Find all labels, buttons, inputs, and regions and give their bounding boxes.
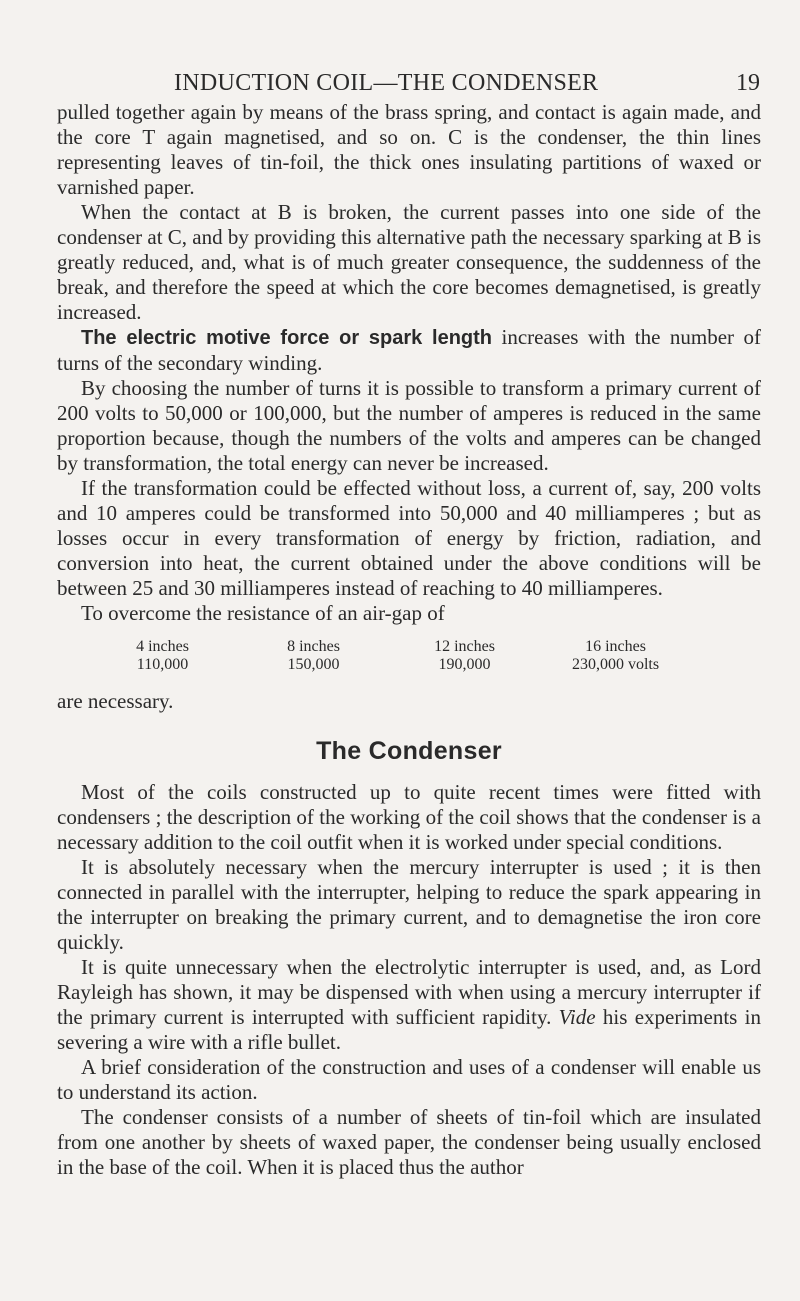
paragraph-text: his experiments in severing a wire with a rifle bullet. xyxy=(57,1005,761,1054)
paragraph: are necessary. xyxy=(57,689,174,713)
table-cell: 190,000 xyxy=(438,656,491,673)
bold-lead-text: The electric motive force or spark length xyxy=(81,327,493,349)
paragraph: The condenser consists of a number of sheets of tin-foil which are insulated from one another by sheets of waxed paper, the condenser being usually enclosed in the base of the coil. When it is placed thus the author xyxy=(57,1105,761,1179)
running-title: INDUCTION COIL—THE CONDENSER xyxy=(174,70,599,96)
table-cell: 110,000 xyxy=(136,656,189,673)
paragraph: Most of the coils constructed up to quite recent times were fitted with condensers ; the description of the working of the coil shows that the condenser is a necessary addition to the coil outfit when it is worked under special conditions. xyxy=(57,780,761,854)
table-cell: 16 inches xyxy=(585,638,646,655)
table-cell: 12 inches xyxy=(434,638,495,655)
voltage-table xyxy=(87,638,691,674)
page-header xyxy=(0,68,800,98)
paragraph: When the contact at B is broken, the current passes into one side of the condenser at C, and by providing this alternative path the necessary sparking at B is greatly reduced, and, what is of much greater consequence, the suddenness of the break, and therefore the speed at which the core becomes demagnetised, is greatly increased. xyxy=(57,200,761,324)
paragraph: It is absolutely necessary when the mercury interrupter is used ; it is then connected in parallel with the interrupter, helping to reduce the spark appearing in the interrupter on breaking the primary current, and to demagnetise the iron core quickly. xyxy=(57,855,761,954)
paragraph: By choosing the number of turns it is possible to transform a primary current of 200 volts to 50,000 or 100,000, but the number of amperes is reduced in the same proportion because, though the numbers of the volts and amperes can be changed by transformation, the total energy can never be increased. xyxy=(57,376,761,475)
section-heading: The Condenser xyxy=(316,737,502,765)
table-row xyxy=(87,638,691,656)
italic-text: Vide xyxy=(558,1005,596,1029)
paragraph-text: It is quite unnecessary when the electrolytic interrupter is used, and, as Lord Rayleigh has shown, it may be dispensed with when using a mercury interrupter if the primary current is interrupted with sufficient rapidity. xyxy=(57,955,761,1029)
page-number: 19 xyxy=(736,70,760,96)
paragraph-text: increases with the number of turns of the secondary winding. xyxy=(57,325,761,375)
table-row xyxy=(87,656,691,674)
paragraph: To overcome the resistance of an air-gap of xyxy=(81,601,445,625)
paragraph: pulled together again by means of the brass spring, and contact is again made, and the core T again magnetised, and so on. C is the condenser, the thin lines representing leaves of tin-foil, the thick ones insulating partitions of waxed or varnished paper. xyxy=(57,100,761,199)
table-cell: 150,000 xyxy=(287,656,340,673)
paragraph: A brief consideration of the construction and uses of a condenser will enable us to understand its action. xyxy=(57,1055,761,1104)
body-text xyxy=(57,100,761,1180)
paragraph xyxy=(57,955,761,1055)
table-cell: 4 inches xyxy=(136,638,189,655)
table-cell: 8 inches xyxy=(287,638,340,655)
paragraph xyxy=(57,325,761,376)
table-cell: 230,000 volts xyxy=(571,656,660,673)
paragraph: If the transformation could be effected without loss, a current of, say, 200 volts and 10 amperes could be transformed into 50,000 and 40 milliamperes ; but as losses occur in every transformation of energy by friction, radiation, and conversion into heat, the current obtained under the above conditions will be between 25 and 30 milliamperes instead of reaching to 40 milliamperes. xyxy=(57,476,761,600)
